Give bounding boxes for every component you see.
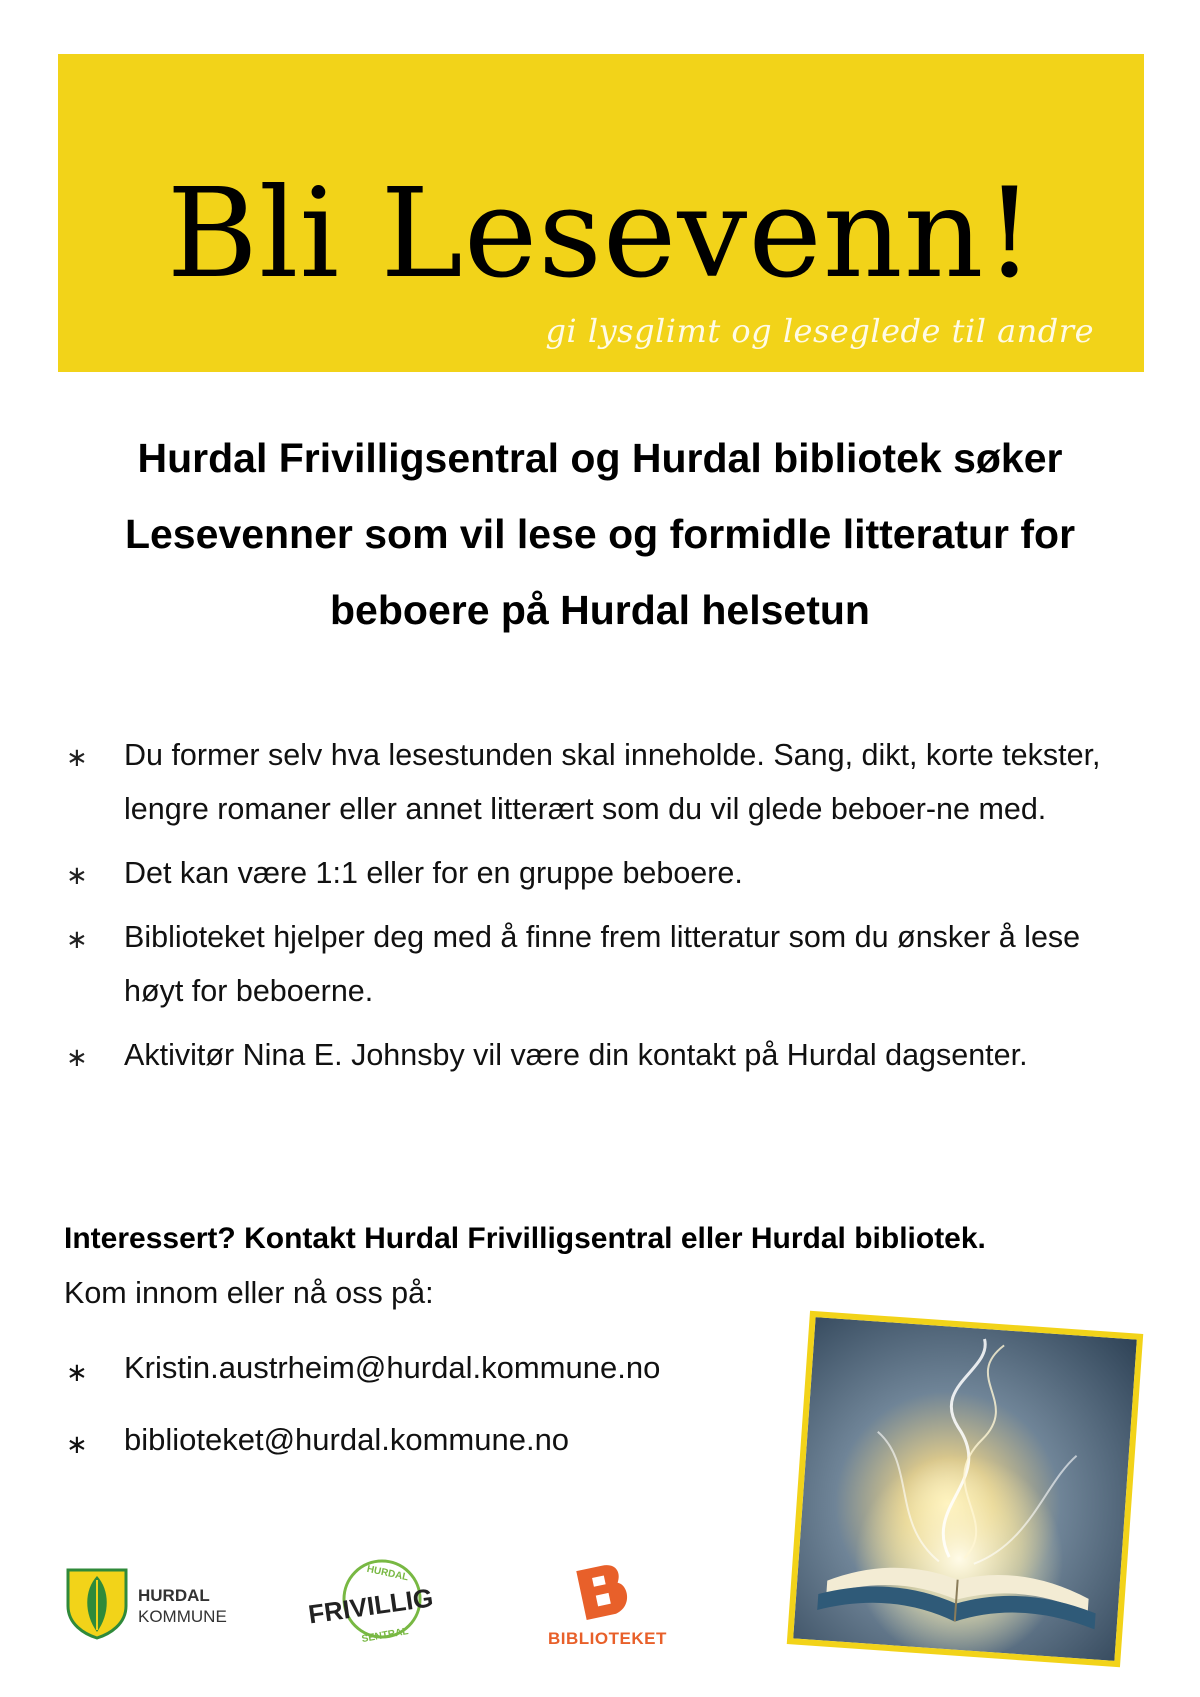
- logo-top-text: HURDAL: [365, 1563, 410, 1584]
- asterisk-bullet-icon: ∗: [66, 1429, 88, 1459]
- info-bullet-list: [62, 728, 1142, 1092]
- bullet-text: Biblioteket hjelper deg med å finne frem litteratur som du ønsker å lese høyt for beboerne.: [124, 920, 1081, 1008]
- list-item: [62, 728, 1142, 836]
- asterisk-bullet-icon: ∗: [66, 860, 88, 890]
- contact-subtext: Kom innom eller nå oss på:: [64, 1276, 434, 1310]
- list-item: [62, 910, 1142, 1018]
- logo-line: HURDAL: [138, 1586, 210, 1605]
- headline-line-1: Hurdal Frivilligsentral og Hurdal bibliotek søker: [137, 435, 1063, 481]
- magic-book-image: [787, 1311, 1143, 1667]
- email-list: [62, 1332, 660, 1476]
- headline: [60, 420, 1140, 648]
- hurdal-kommune-shield-icon: [66, 1568, 128, 1640]
- email-link[interactable]: biblioteket@hurdal.kommune.no: [124, 1422, 570, 1457]
- frivillig-sentral-logo: [300, 1555, 450, 1645]
- title-banner: [58, 54, 1144, 372]
- headline-line-3: beboere på Hurdal helsetun: [330, 587, 870, 633]
- email-item: [62, 1404, 660, 1476]
- asterisk-bullet-icon: ∗: [66, 924, 88, 954]
- biblioteket-logo: [548, 1560, 667, 1649]
- list-item: [62, 846, 1142, 900]
- bullet-text: Aktivitør Nina E. Johnsby vil være din kontakt på Hurdal dagsenter.: [124, 1038, 1028, 1072]
- list-item: [62, 1028, 1142, 1082]
- hurdal-kommune-logo-text: [138, 1585, 227, 1627]
- logo-line: KOMMUNE: [138, 1607, 227, 1626]
- bullet-text: Du former selv hva lesestunden skal inneholde. Sang, dikt, korte tekster, lengre romaner eller annet litterært som du vil glede beboer-ne med.: [124, 738, 1101, 826]
- asterisk-bullet-icon: ∗: [66, 742, 88, 772]
- asterisk-bullet-icon: ∗: [66, 1357, 88, 1387]
- bullet-text: Det kan være 1:1 eller for en gruppe beboere.: [124, 856, 743, 890]
- email-item: [62, 1332, 660, 1404]
- contact-heading: Interessert? Kontakt Hurdal Frivilligsentral eller Hurdal bibliotek.: [64, 1222, 986, 1255]
- biblioteket-caption: BIBLIOTEKET: [548, 1629, 667, 1648]
- tagline: gi lysglimt og leseglede til andre: [545, 312, 1094, 350]
- headline-line-2: Lesevenner som vil lese og formidle litteratur for: [124, 511, 1076, 557]
- logo-bottom-text: SENTRAL: [360, 1626, 410, 1645]
- logo-main-text: FRIVILLIG: [306, 1582, 436, 1630]
- asterisk-bullet-icon: ∗: [66, 1042, 88, 1072]
- page-title: Bli Lesevenn!: [166, 162, 1036, 306]
- biblioteket-b-icon: [571, 1560, 635, 1622]
- email-link[interactable]: Kristin.austrheim@hurdal.kommune.no: [124, 1350, 661, 1385]
